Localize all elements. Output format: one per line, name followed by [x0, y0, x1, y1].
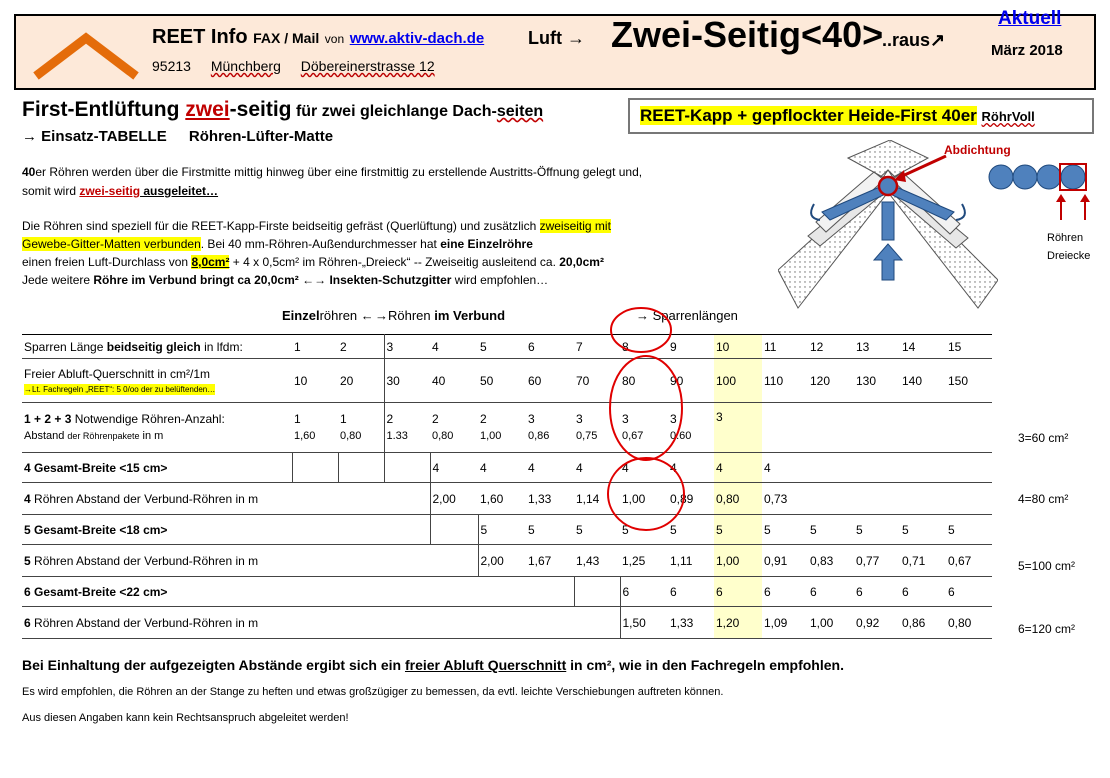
p1-somit: somit wird [22, 184, 80, 198]
count: 1 [294, 411, 301, 426]
dist: 0,75 [576, 429, 598, 442]
side-label-6: 6=120 cm² [1018, 622, 1076, 636]
count: 2 [386, 411, 394, 426]
title-part-1: First-Entlüftung [22, 98, 186, 121]
row-g5-label: 5 Gesamt-Breite <18 cm> [24, 522, 168, 537]
p2-l1-text: Die Röhren sind speziell für die REET-Kapp-Firste beidseitig gefräst (Querlüftung) und zusätzlich [22, 219, 540, 233]
cell: 15 [948, 339, 962, 354]
cell: 1,25 [622, 553, 646, 568]
cell: 20 [340, 373, 354, 388]
cell: 1,14 [576, 491, 600, 506]
row-g6-label: 6 Gesamt-Breite <22 cm> [24, 584, 168, 599]
cell: 2,00 [430, 483, 478, 515]
cell: 13 [856, 339, 870, 354]
count: 2 [480, 411, 487, 426]
cell: 5 [856, 522, 863, 537]
dist: 0,86 [528, 429, 550, 442]
cell: 9 [670, 339, 677, 354]
cell: 1,33 [670, 615, 694, 630]
title-part-3: für zwei gleichlange Dach- [291, 103, 497, 120]
anzahl-sub-c: in m [139, 429, 164, 442]
p1-text: er Röhren werden über die Firstmitte mittig hinweg über eine firstmittig zu erstellende Austritts-Öffnung gelegt und, [35, 165, 643, 179]
dist: 0,80 [432, 429, 454, 442]
cell: 5 [576, 522, 583, 537]
caption-verbund: →Röhren [375, 308, 435, 323]
p2-l4-text: Jede weitere [22, 273, 94, 287]
p2-l2-text: . Bei 40 mm-Röhren-Außendurchmesser hat [200, 237, 441, 251]
a4-num: 4 [24, 491, 31, 506]
caption-einzel: Einzel [282, 308, 320, 323]
cell: 0,80 [714, 483, 762, 515]
cell: 3 [384, 335, 430, 359]
p2-l4-text-2: wird empfohlen… [451, 273, 549, 287]
count: 2 [432, 411, 439, 426]
cell: 4 [480, 460, 487, 475]
cell: 5 [478, 515, 526, 545]
cell: 5 [528, 522, 535, 537]
city: Münchberg [210, 58, 281, 74]
cell: 0,86 [902, 615, 926, 630]
count: 3 [528, 411, 535, 426]
p1-ausgeleitet: ausgeleitet… [140, 184, 219, 198]
cell: 8 [622, 339, 629, 354]
p2-l4-bold: Röhre im Verbund bringt ca 20,0cm² [93, 273, 299, 287]
cell: 40 [432, 373, 446, 388]
sparren-label-a: Sparren Länge [24, 339, 107, 354]
anzahl-sub-a: Abstand [24, 429, 68, 442]
anzahl-sub-b: der Röhrenpakete [67, 430, 140, 441]
title-part-2: -seitig [229, 98, 292, 121]
date-label: März 2018 [991, 42, 1063, 59]
cell: 6 [714, 577, 762, 607]
cell: 4 [714, 453, 762, 483]
cell: 130 [856, 373, 877, 388]
cell: 120 [810, 373, 831, 388]
p2-l3-20cm: 20,0cm² [559, 255, 604, 269]
side-label-5: 5=100 cm² [1018, 559, 1076, 573]
product-box-roehrvoll: RöhrVoll [981, 109, 1035, 124]
cell: 5 [480, 339, 487, 354]
cell: 4 [670, 460, 677, 475]
dist: 1,00 [480, 429, 502, 442]
circle-sparren-8 [611, 308, 671, 352]
brand-title: REET Info [152, 26, 248, 48]
cell: 6 [670, 584, 677, 599]
count: 3 [670, 411, 677, 426]
a6-text: Röhren Abstand der Verbund-Röhren in m [30, 615, 259, 630]
cell: 4 [528, 460, 535, 475]
cell: 0,73 [764, 491, 788, 506]
cell: 1,00 [810, 615, 834, 630]
cell: 5 [670, 522, 677, 537]
cell: 50 [480, 373, 494, 388]
cell: 1,20 [714, 607, 762, 639]
abluft-note: →Lt. Fachregeln „REET“: 5 0/oo der zu belüftenden… [24, 384, 216, 394]
cell: 5 [902, 522, 909, 537]
cell: 1,60 [480, 491, 504, 506]
zwei-seitig-heading: Zwei-Seitig<40> [611, 14, 884, 55]
title-zwei: zwei [185, 98, 230, 121]
dist: 1,60 [294, 429, 316, 442]
footer-line-2: Es wird empfohlen, die Röhren an der Stange zu heften und etwas großzügiger zu bemessen, da evtl. leichte Verschiebungen auftreten können. [22, 686, 724, 698]
cell: 60 [528, 373, 542, 388]
cell: 80 [622, 373, 636, 388]
p2-l2-bold: eine Einzelröhre [440, 237, 533, 251]
count: 3 [622, 411, 629, 426]
caption-einzel-rest: röhren ← [319, 308, 374, 323]
sparren-label-c: in lfdm: [200, 339, 243, 354]
cell: 4 [622, 460, 629, 475]
cell: 0,89 [670, 491, 694, 506]
cell: 6 [810, 584, 817, 599]
abluft-label: Freier Abluft-Querschnitt in cm²/1m [24, 366, 211, 381]
cell: 140 [902, 373, 923, 388]
cell: 0,77 [856, 553, 880, 568]
cell: 6 [528, 339, 535, 354]
side-label-4: 4=80 cm² [1018, 492, 1069, 506]
product-box-title: REET-Kapp + gepflockter Heide-First 40er [640, 106, 977, 125]
cell: 4 [576, 460, 583, 475]
p2-l1-highlight: zweiseitig mit [539, 219, 611, 233]
cell: 0,83 [810, 553, 834, 568]
p1-40: 40 [22, 165, 36, 179]
luft-label: Luft → [528, 28, 585, 48]
website-link[interactable]: www.aktiv-dach.de [349, 30, 485, 47]
raus-label: ..raus↗ [882, 30, 946, 50]
cell: 6 [856, 584, 863, 599]
cell: 1,00 [714, 545, 762, 577]
count: 1 [340, 411, 347, 426]
anzahl-label-b: Notwendige Röhren-Anzahl: [71, 411, 225, 426]
count: 3 [716, 410, 723, 424]
cell: 12 [810, 339, 824, 354]
cell: 5 [622, 522, 629, 537]
a5-text: Röhren Abstand der Verbund-Röhren in m [30, 553, 259, 568]
a6-num: 6 [24, 615, 31, 630]
dist: 0,67 [622, 429, 644, 442]
cell: 0,92 [856, 615, 880, 630]
abdichtung-label: Abdichtung [944, 143, 1011, 157]
aktuell-link[interactable]: Aktuell [998, 8, 1062, 29]
footer-1-b: freier Abluft Querschnitt [404, 657, 567, 673]
caption-im-verbund: im Verbund [434, 308, 506, 323]
cell: 1 [294, 339, 301, 354]
cell: 2,00 [478, 545, 526, 577]
p2-l3-8cm: 8,0cm² [191, 255, 230, 269]
row-g4-label: 4 Gesamt-Breite <15 cm> [24, 460, 168, 475]
p2-l3-text-2: + 4 x 0,5cm² im Röhren-„Dreieck“ -- Zweiseitig ausleitend ca. [229, 255, 560, 269]
p2-l4-gitter: Insekten-Schutzgitter [329, 273, 452, 287]
cell: 4 [430, 453, 478, 483]
cell: 0,91 [764, 553, 788, 568]
cell: 6 [902, 584, 909, 599]
cell: 1,67 [528, 553, 552, 568]
a4-text: Röhren Abstand der Verbund-Röhren in m [30, 491, 259, 506]
count: 3 [576, 411, 583, 426]
roehren-label: Röhren [1047, 232, 1084, 244]
sparrenlaengen-caption: → Sparrenlängen [636, 308, 738, 323]
cell: 110 [764, 373, 784, 388]
fax-mail-label: FAX / Mail [253, 30, 320, 46]
footer-1-a: Bei Einhaltung der aufgezeigten Abstände ergibt sich ein [22, 657, 405, 673]
dist: 0,80 [340, 429, 362, 442]
cell: 5 [764, 522, 771, 537]
cell: 1,50 [620, 607, 668, 639]
cell: 5 [714, 515, 762, 545]
von-label: von [324, 32, 345, 46]
cell: 0,80 [948, 615, 972, 630]
cell: 2 [340, 339, 347, 354]
cell: 5 [810, 522, 817, 537]
cell: 1,33 [528, 491, 552, 506]
cell: 0,71 [902, 553, 926, 568]
cell: 90 [670, 373, 684, 388]
subtitle-tabelle: → Einsatz-TABELLE [22, 128, 167, 145]
p2-l3-text: einen freien Luft-Durchlass von [22, 255, 192, 269]
anzahl-label-a: 1 + 2 + 3 [24, 411, 72, 426]
zip-code: 95213 [152, 58, 191, 74]
cell: 10 [714, 335, 762, 359]
cell: 6 [620, 577, 668, 607]
cell: 1,11 [670, 553, 693, 568]
cell: 4 [764, 460, 771, 475]
cell: 150 [948, 373, 969, 388]
cell: 4 [432, 339, 439, 354]
circle-value-4 [608, 458, 684, 530]
sparren-label-b: beidseitig gleich [106, 339, 201, 354]
cell: 6 [764, 584, 771, 599]
circle-value-80 [610, 356, 682, 460]
footer-1-c: in cm², wie in den Fachregeln empfohlen. [566, 657, 844, 673]
cell: 10 [294, 373, 308, 388]
cell: 6 [948, 584, 955, 599]
side-label-3: 3=60 cm² [1018, 431, 1069, 445]
cell: 100 [714, 359, 762, 403]
cell: 0,67 [948, 553, 972, 568]
cell: 14 [902, 339, 916, 354]
footer-line-1 [22, 657, 844, 673]
cell: 5 [948, 522, 955, 537]
footer-line-3: Aus diesen Angaben kann kein Rechtsanspruch abgeleitet werden! [22, 712, 349, 724]
cell: 1,09 [764, 615, 788, 630]
title-seiten: seiten [496, 103, 544, 120]
p1-zwei-seitig: zwei-seitig [79, 184, 141, 198]
subtitle-matte: Röhren-Lüfter-Matte [188, 128, 334, 145]
dist: 0.60 [670, 429, 692, 442]
p2-l2-highlight: Gewebe-Gitter-Matten verbunden [22, 237, 201, 251]
cell: 1,43 [576, 553, 600, 568]
street: Döbereinerstrasse 12 [300, 58, 435, 74]
dreiecke-label: Dreiecke [1047, 250, 1091, 262]
cell: 7 [576, 339, 583, 354]
cell: 1,00 [622, 491, 646, 506]
a5-num: 5 [24, 553, 31, 568]
cell: 11 [764, 339, 777, 354]
p2-l4-arrows: ←→ [298, 273, 330, 287]
cell: 70 [576, 373, 590, 388]
cell: 30 [384, 359, 430, 403]
dist: 1.33 [386, 429, 408, 442]
